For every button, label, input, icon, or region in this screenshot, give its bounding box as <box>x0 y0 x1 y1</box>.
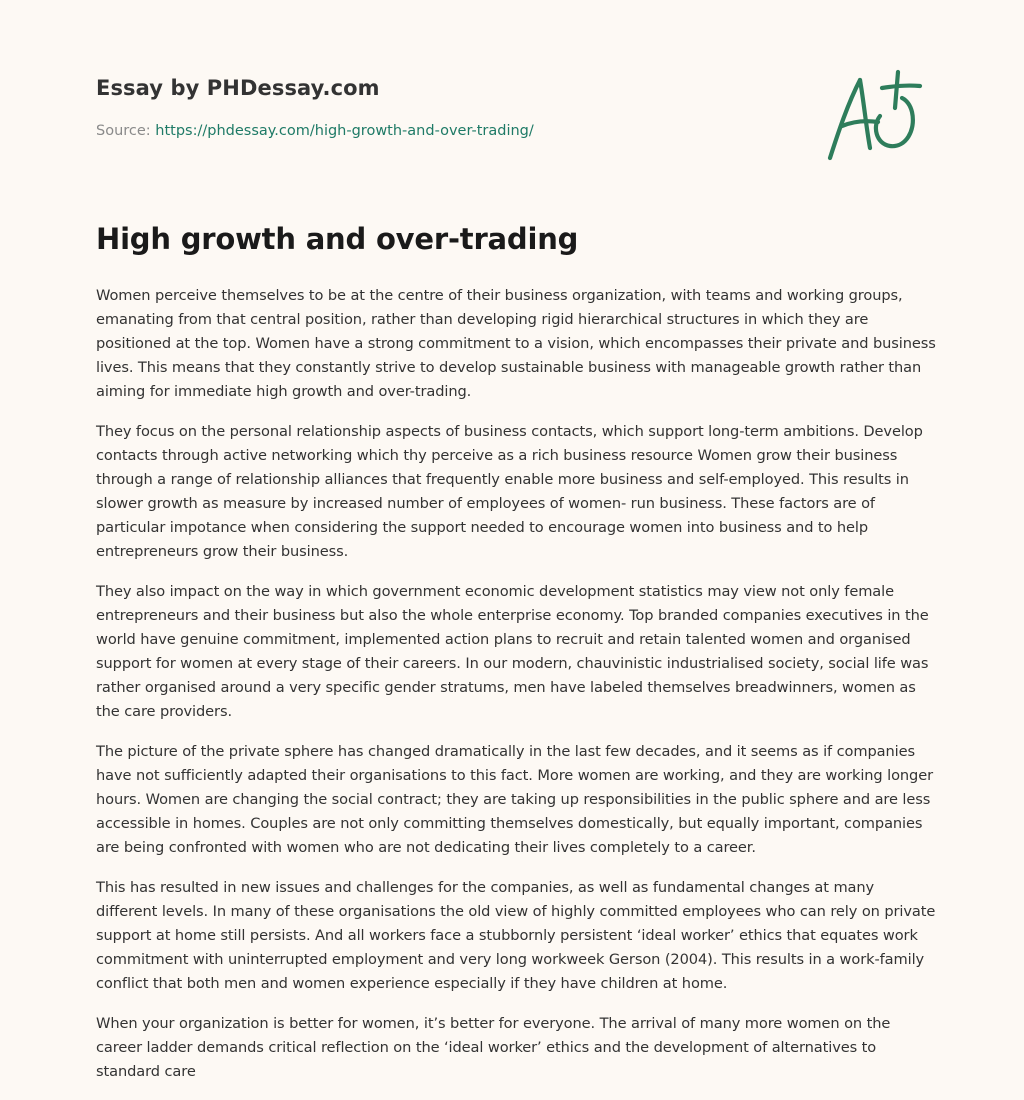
essay-paragraph: This has resulted in new issues and challenges for the companies, as well as fundamental changes at many different levels. In many of these organisations the old view of highly committed employees who can rely on private support at home still persists. And all workers face a stubbornly persistent ‘ideal worker’ ethics that equates work commitment with uninterrupted employment and very long workweek Gerson (2004). This results in a work-family conflict that both men and women experience especially if they have children at home. <box>96 879 936 992</box>
essay-title: High growth and over-trading <box>96 222 579 256</box>
essay-paragraph: When your organization is better for women, it’s better for everyone. The arrival of many more women on the career ladder demands critical reflection on the ‘ideal worker’ ethics and the development of alternatives to standard care <box>96 1015 891 1080</box>
essay-paragraph: They focus on the personal relationship aspects of business contacts, which support long-term ambitions. Develop contacts through active networking which thy perceive as a rich business resource Women grow their business through a range of relationship alliances that frequently enable more business and self-employed. This results in slower growth as measure by increased number of employees of women- run business. These factors are of particular impotance when considering the support needed to encourage women into business and to help entrepreneurs grow their business. <box>96 423 923 560</box>
a-plus-logo-icon <box>820 68 930 168</box>
source-label: Source: <box>96 123 156 139</box>
source-line <box>96 123 534 139</box>
essay-paragraph: The picture of the private sphere has changed dramatically in the last few decades, and it seems as if companies have not sufficiently adapted their organisations to this fact. More women are working, and they are working longer hours. Women are changing the social contract; they are taking up responsibilities in the public sphere and are less accessible in homes. Couples are not only committing themselves domestically, but equally important, companies are being confronted with women who are not dedicating their lives completely to a career. <box>96 743 933 856</box>
essay-paragraph: Women perceive themselves to be at the centre of their business organization, with teams and working groups, emanating from that central position, rather than developing rigid hierarchical structures in which they are positioned at the top. Women have a strong commitment to a vision, which encompasses their private and business lives. This means that they constantly strive to develop sustainable business with manageable growth rather than aiming for immediate high growth and over-trading. <box>96 287 936 400</box>
essay-body <box>96 284 936 1100</box>
brand-title: Essay by PHDessay.com <box>96 76 380 100</box>
source-link[interactable]: https://phdessay.com/high-growth-and-over-trading/ <box>155 123 534 139</box>
essay-paragraph: They also impact on the way in which government economic development statistics may view not only female entrepreneurs and their business but also the whole enterprise economy. Top branded companies executives in the world have genuine commitment, implemented action plans to recruit and retain talented women and organised support for women at every stage of their careers. In our modern, chauvinistic industrialised society, social life was rather organised around a very specific gender stratums, men have labeled themselves breadwinners, women as the care providers. <box>96 583 929 720</box>
